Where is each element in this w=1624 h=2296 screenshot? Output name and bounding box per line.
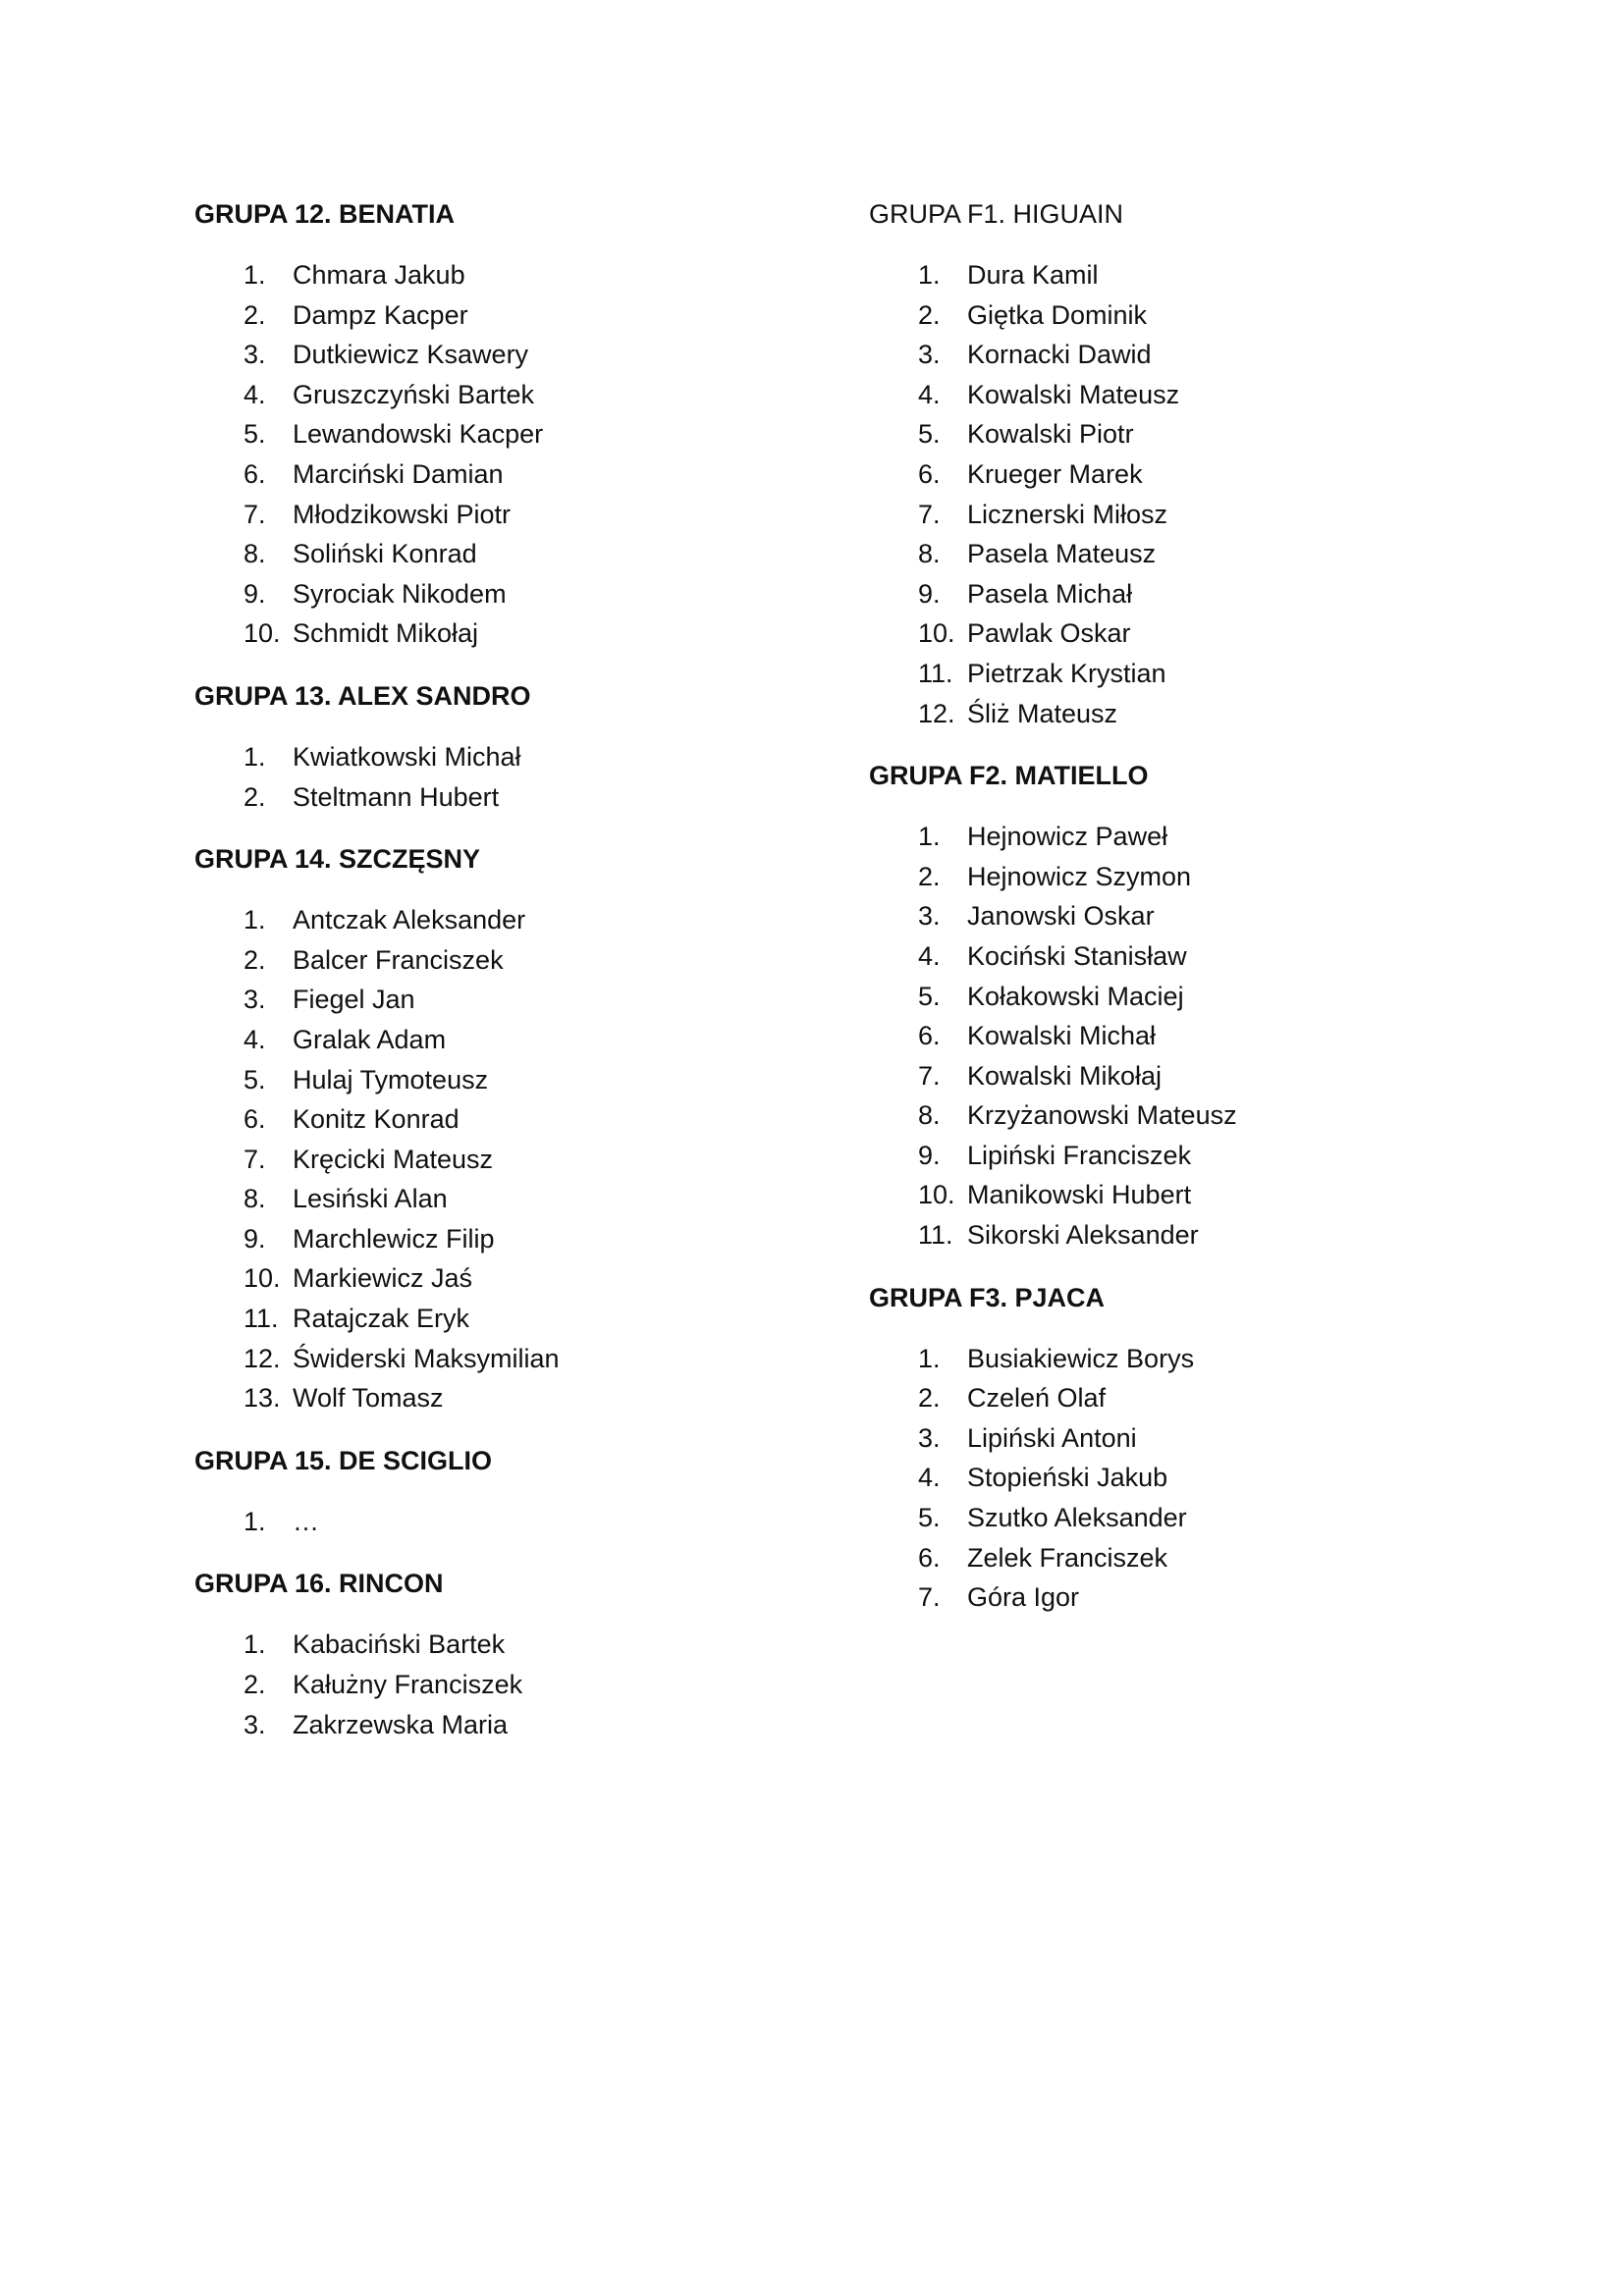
list-item-name: Lesiński Alan xyxy=(293,1184,448,1214)
list-item-name: Zelek Franciszek xyxy=(967,1542,1168,1573)
list-item xyxy=(869,534,1497,574)
group-title: GRUPA F1. HIGUAIN xyxy=(869,199,1124,229)
list-item-name: Dura Kamil xyxy=(967,260,1099,290)
list-item xyxy=(194,414,823,454)
list-item xyxy=(194,335,823,375)
list-item-number: 1. xyxy=(244,741,266,772)
list-item xyxy=(869,1378,1497,1418)
list-item-number: 11. xyxy=(918,658,953,688)
list-item-number: 7. xyxy=(244,1144,266,1174)
list-item xyxy=(869,375,1497,415)
list-item-name: Stopieński Jakub xyxy=(967,1463,1168,1493)
list-item xyxy=(194,1179,823,1219)
list-item-number: 8. xyxy=(244,539,266,569)
group-section xyxy=(869,1278,1497,1618)
list-item-number: 11. xyxy=(244,1304,279,1334)
list-item xyxy=(194,1625,823,1665)
list-item-name: Licznerski Miłosz xyxy=(967,499,1168,529)
list-item xyxy=(869,614,1497,654)
list-item xyxy=(869,414,1497,454)
list-item-name: Markiewicz Jaś xyxy=(293,1263,473,1294)
list-item xyxy=(869,1577,1497,1618)
list-item xyxy=(194,1258,823,1299)
list-item-name: Czeleń Olaf xyxy=(967,1383,1107,1414)
left-column xyxy=(194,194,823,1767)
list-item-number: 8. xyxy=(918,1100,941,1131)
list-item xyxy=(869,654,1497,694)
list-item-name: Fiegel Jan xyxy=(293,985,415,1015)
list-item-number: 3. xyxy=(918,1422,941,1453)
list-item xyxy=(194,1339,823,1379)
list-item xyxy=(194,1099,823,1140)
list-item xyxy=(869,936,1497,977)
list-item-name: Syrociak Nikodem xyxy=(293,578,507,609)
list-item-name: … xyxy=(293,1506,319,1536)
list-item-number: 5. xyxy=(918,419,941,450)
list-item-number: 4. xyxy=(244,379,266,409)
list-item-name: Wolf Tomasz xyxy=(293,1383,444,1414)
list-item-number: 2. xyxy=(918,861,941,891)
list-item-name: Pasela Mateusz xyxy=(967,539,1157,569)
list-item-number: 5. xyxy=(918,981,941,1011)
list-item xyxy=(869,857,1497,897)
list-item-name: Manikowski Hubert xyxy=(967,1180,1192,1210)
list-item-name: Dutkiewicz Ksawery xyxy=(293,340,529,370)
member-list xyxy=(194,1502,823,1542)
list-item-number: 4. xyxy=(244,1024,266,1054)
list-item-name: Pasela Michał xyxy=(967,578,1133,609)
list-item-number: 10. xyxy=(918,1180,955,1210)
list-item-name: Dampz Kacper xyxy=(293,299,468,330)
list-item xyxy=(194,614,823,654)
list-item-number: 4. xyxy=(918,379,941,409)
list-item-number: 6. xyxy=(918,1542,941,1573)
list-item-number: 1. xyxy=(918,260,941,290)
list-item-number: 4. xyxy=(918,1463,941,1493)
list-item-number: 1. xyxy=(244,1629,266,1660)
list-item-number: 3. xyxy=(918,340,941,370)
list-item-name: Góra Igor xyxy=(967,1582,1080,1613)
group-title: GRUPA F2. MATIELLO xyxy=(869,761,1149,791)
right-column xyxy=(869,194,1497,1640)
list-item-name: Zakrzewska Maria xyxy=(293,1709,509,1739)
list-item-name: Krzyżanowski Mateusz xyxy=(967,1100,1237,1131)
list-item xyxy=(194,534,823,574)
list-item-number: 3. xyxy=(244,1709,266,1739)
list-item xyxy=(194,255,823,295)
list-item-name: Kałużny Franciszek xyxy=(293,1670,523,1700)
list-item xyxy=(194,375,823,415)
list-item xyxy=(869,977,1497,1017)
list-item-number: 6. xyxy=(244,458,266,489)
list-item-number: 12. xyxy=(244,1343,281,1373)
list-item-name: Kociński Stanisław xyxy=(967,940,1187,971)
member-list xyxy=(869,255,1497,733)
group-title: GRUPA 13. ALEX SANDRO xyxy=(194,680,531,711)
list-item-name: Krueger Marek xyxy=(967,458,1143,489)
list-item xyxy=(869,454,1497,495)
list-item xyxy=(194,980,823,1020)
list-item-number: 2. xyxy=(918,1383,941,1414)
list-item-name: Giętka Dominik xyxy=(967,299,1148,330)
list-item-name: Pietrzak Krystian xyxy=(967,658,1166,688)
list-item-number: 3. xyxy=(244,340,266,370)
member-list xyxy=(194,900,823,1418)
list-item-number: 7. xyxy=(918,1060,941,1091)
list-item xyxy=(194,1665,823,1705)
list-item xyxy=(194,1502,823,1542)
list-item xyxy=(869,1498,1497,1538)
list-item xyxy=(194,1140,823,1180)
list-item xyxy=(869,1538,1497,1578)
list-item-name: Gralak Adam xyxy=(293,1024,447,1054)
group-section xyxy=(869,756,1497,1255)
list-item-number: 11. xyxy=(918,1220,953,1251)
list-item-number: 5. xyxy=(244,1064,266,1095)
list-item-name: Sikorski Aleksander xyxy=(967,1220,1199,1251)
list-item-number: 10. xyxy=(918,618,955,649)
member-list xyxy=(869,817,1497,1255)
member-list xyxy=(194,255,823,654)
list-item xyxy=(869,295,1497,336)
list-item-number: 6. xyxy=(918,458,941,489)
list-item-number: 3. xyxy=(918,901,941,932)
list-item-name: Kowalski Michał xyxy=(967,1021,1157,1051)
list-item-name: Marchlewicz Filip xyxy=(293,1223,495,1254)
list-item-number: 4. xyxy=(918,940,941,971)
member-list xyxy=(194,1625,823,1744)
list-item-number: 8. xyxy=(918,539,941,569)
list-item-number: 9. xyxy=(918,578,941,609)
list-item xyxy=(869,1215,1497,1255)
list-item-number: 7. xyxy=(244,499,266,529)
list-item-name: Lewandowski Kacper xyxy=(293,419,544,450)
list-item xyxy=(194,1705,823,1745)
list-item xyxy=(869,255,1497,295)
list-item-name: Kornacki Dawid xyxy=(967,340,1152,370)
list-item-name: Antczak Aleksander xyxy=(293,905,526,935)
list-item-number: 7. xyxy=(918,1582,941,1613)
list-item-number: 3. xyxy=(244,985,266,1015)
group-section xyxy=(194,1441,823,1542)
list-item xyxy=(869,574,1497,614)
list-item xyxy=(869,896,1497,936)
list-item-number: 9. xyxy=(244,1223,266,1254)
list-item-number: 7. xyxy=(918,499,941,529)
list-item-number: 1. xyxy=(244,260,266,290)
list-item-name: Lipiński Antoni xyxy=(967,1422,1137,1453)
list-item xyxy=(869,694,1497,734)
list-item xyxy=(194,495,823,535)
list-item-name: Kręcicki Mateusz xyxy=(293,1144,494,1174)
list-item-number: 1. xyxy=(244,1506,266,1536)
list-item-name: Schmidt Mikołaj xyxy=(293,618,479,649)
member-list xyxy=(869,1339,1497,1618)
group-title: GRUPA 15. DE SCIGLIO xyxy=(194,1445,493,1475)
list-item-number: 6. xyxy=(244,1104,266,1135)
list-item xyxy=(194,1219,823,1259)
list-item-name: Hejnowicz Paweł xyxy=(967,822,1168,852)
list-item-name: Hejnowicz Szymon xyxy=(967,861,1192,891)
list-item-number: 1. xyxy=(244,905,266,935)
list-item-name: Soliński Konrad xyxy=(293,539,477,569)
list-item-name: Ratajczak Eryk xyxy=(293,1304,470,1334)
member-list xyxy=(194,737,823,817)
list-item-name: Kabaciński Bartek xyxy=(293,1629,506,1660)
list-item-name: Kowalski Mateusz xyxy=(967,379,1180,409)
list-item-number: 12. xyxy=(918,698,955,728)
list-item-number: 2. xyxy=(244,781,266,812)
list-item xyxy=(194,454,823,495)
list-item-number: 1. xyxy=(918,822,941,852)
group-section xyxy=(194,839,823,1418)
list-item-name: Młodzikowski Piotr xyxy=(293,499,512,529)
list-item xyxy=(869,1136,1497,1176)
group-title: GRUPA 16. RINCON xyxy=(194,1569,444,1599)
list-item xyxy=(194,777,823,818)
list-item-name: Kowalski Piotr xyxy=(967,419,1134,450)
list-item xyxy=(194,940,823,981)
list-item-number: 10. xyxy=(244,1263,281,1294)
list-item-number: 9. xyxy=(244,578,266,609)
list-item-name: Kowalski Mikołaj xyxy=(967,1060,1163,1091)
list-item-name: Steltmann Hubert xyxy=(293,781,500,812)
list-item-number: 6. xyxy=(918,1021,941,1051)
list-item-number: 2. xyxy=(244,1670,266,1700)
list-item-number: 8. xyxy=(244,1184,266,1214)
group-section xyxy=(194,676,823,817)
list-item-number: 5. xyxy=(918,1503,941,1533)
group-title: GRUPA F3. PJACA xyxy=(869,1282,1106,1312)
list-item xyxy=(869,1056,1497,1096)
list-item-name: Kwiatkowski Michał xyxy=(293,741,521,772)
group-section xyxy=(869,194,1497,733)
list-item-name: Lipiński Franciszek xyxy=(967,1140,1192,1170)
list-item-name: Konitz Konrad xyxy=(293,1104,460,1135)
list-item-name: Janowski Oskar xyxy=(967,901,1155,932)
list-item-number: 10. xyxy=(244,618,281,649)
list-item xyxy=(194,900,823,940)
list-item-number: 5. xyxy=(244,419,266,450)
list-item xyxy=(869,1458,1497,1498)
list-item xyxy=(869,1339,1497,1379)
list-item xyxy=(869,1095,1497,1136)
list-item-name: Hulaj Tymoteusz xyxy=(293,1064,489,1095)
list-item xyxy=(194,295,823,336)
list-item-number: 9. xyxy=(918,1140,941,1170)
list-item-name: Busiakiewicz Borys xyxy=(967,1343,1195,1373)
list-item-number: 2. xyxy=(244,299,266,330)
list-item-number: 2. xyxy=(244,944,266,975)
list-item xyxy=(869,817,1497,857)
list-item-name: Szutko Aleksander xyxy=(967,1503,1187,1533)
group-title: GRUPA 14. SZCZĘSNY xyxy=(194,844,481,875)
list-item xyxy=(869,1016,1497,1056)
list-item-number: 2. xyxy=(918,299,941,330)
list-item-name: Balcer Franciszek xyxy=(293,944,504,975)
group-title: GRUPA 12. BENATIA xyxy=(194,199,456,229)
list-item xyxy=(869,1175,1497,1215)
list-item-name: Gruszczyński Bartek xyxy=(293,379,535,409)
group-section xyxy=(194,1564,823,1744)
list-item xyxy=(194,1378,823,1418)
list-item xyxy=(194,737,823,777)
list-item-name: Chmara Jakub xyxy=(293,260,465,290)
list-item xyxy=(869,335,1497,375)
list-item xyxy=(194,1020,823,1060)
list-item-number: 1. xyxy=(918,1343,941,1373)
group-section xyxy=(194,194,823,654)
list-item-name: Kołakowski Maciej xyxy=(967,981,1184,1011)
list-item-name: Marciński Damian xyxy=(293,458,504,489)
list-item-name: Śliż Mateusz xyxy=(967,698,1118,728)
list-item-name: Pawlak Oskar xyxy=(967,618,1131,649)
list-item xyxy=(869,1418,1497,1459)
list-item-name: Świderski Maksymilian xyxy=(293,1343,560,1373)
list-item xyxy=(869,495,1497,535)
list-item xyxy=(194,1299,823,1339)
list-item xyxy=(194,574,823,614)
list-item xyxy=(194,1060,823,1100)
list-item-number: 13. xyxy=(244,1383,281,1414)
